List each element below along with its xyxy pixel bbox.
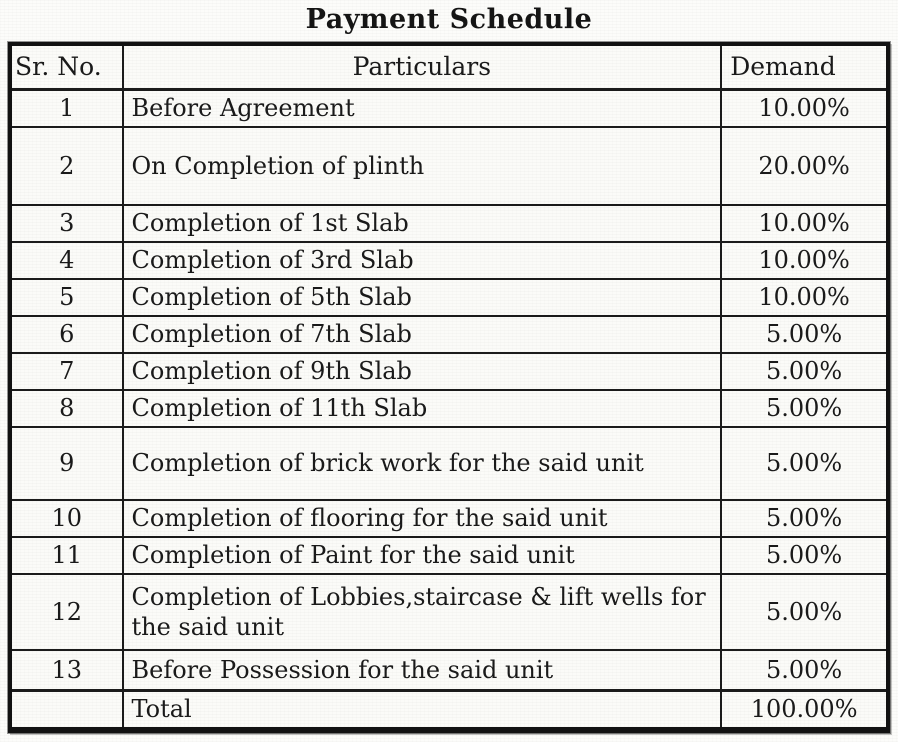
payment-schedule-table [8, 42, 890, 733]
particulars-cell: Completion of Lobbies,staircase & lift wells for the said unit [123, 574, 722, 650]
sr-cell: 12 [10, 574, 123, 650]
column-header-sr-no: Sr. No. [10, 44, 123, 90]
table-header [10, 44, 888, 90]
sr-cell: 7 [10, 353, 123, 390]
particulars-cell: On Completion of plinth [123, 127, 722, 205]
sr-cell: 11 [10, 537, 123, 574]
demand-cell: 10.00% [721, 90, 888, 127]
table-row [10, 427, 888, 500]
demand-cell: 5.00% [721, 353, 888, 390]
sr-cell: 2 [10, 127, 123, 205]
table-row [10, 205, 888, 242]
particulars-cell: Before Agreement [123, 90, 722, 127]
table-row [10, 353, 888, 390]
sr-cell: 13 [10, 650, 123, 691]
demand-cell: 20.00% [721, 127, 888, 205]
demand-cell: 5.00% [721, 316, 888, 353]
table-row [10, 390, 888, 427]
table-row [10, 574, 888, 650]
demand-cell: 5.00% [721, 427, 888, 500]
particulars-cell: Completion of 7th Slab [123, 316, 722, 353]
particulars-cell: Completion of 5th Slab [123, 279, 722, 316]
column-header-demand: Demand [721, 44, 888, 90]
table-row [10, 90, 888, 127]
demand-cell: 100.00% [721, 691, 888, 730]
sr-cell [10, 691, 123, 730]
demand-cell: 5.00% [721, 390, 888, 427]
particulars-cell: Completion of Paint for the said unit [123, 537, 722, 574]
sr-cell: 8 [10, 390, 123, 427]
demand-cell: 10.00% [721, 205, 888, 242]
table-row [10, 537, 888, 574]
table-row [10, 127, 888, 205]
particulars-cell: Before Possession for the said unit [123, 650, 722, 691]
page-title: Payment Schedule [305, 4, 593, 35]
sr-cell: 3 [10, 205, 123, 242]
particulars-cell: Total [123, 691, 722, 730]
table-row [10, 242, 888, 279]
demand-cell: 5.00% [721, 500, 888, 537]
particulars-cell: Completion of 9th Slab [123, 353, 722, 390]
sr-cell: 5 [10, 279, 123, 316]
demand-cell: 5.00% [721, 574, 888, 650]
table-body [10, 90, 888, 730]
table-row [10, 316, 888, 353]
particulars-cell: Completion of 3rd Slab [123, 242, 722, 279]
sr-cell: 10 [10, 500, 123, 537]
sr-cell: 9 [10, 427, 123, 500]
demand-cell: 5.00% [721, 650, 888, 691]
table-row [10, 279, 888, 316]
particulars-cell: Completion of flooring for the said unit [123, 500, 722, 537]
column-header-particulars: Particulars [123, 44, 722, 90]
particulars-cell: Completion of 11th Slab [123, 390, 722, 427]
demand-cell: 10.00% [721, 279, 888, 316]
demand-cell: 10.00% [721, 242, 888, 279]
total-row [10, 691, 888, 730]
demand-cell: 5.00% [721, 537, 888, 574]
table-row [10, 500, 888, 537]
particulars-cell: Completion of 1st Slab [123, 205, 722, 242]
sr-cell: 4 [10, 242, 123, 279]
table-row [10, 650, 888, 691]
particulars-cell: Completion of brick work for the said unit [123, 427, 722, 500]
sr-cell: 6 [10, 316, 123, 353]
sr-cell: 1 [10, 90, 123, 127]
header-row [10, 44, 888, 90]
